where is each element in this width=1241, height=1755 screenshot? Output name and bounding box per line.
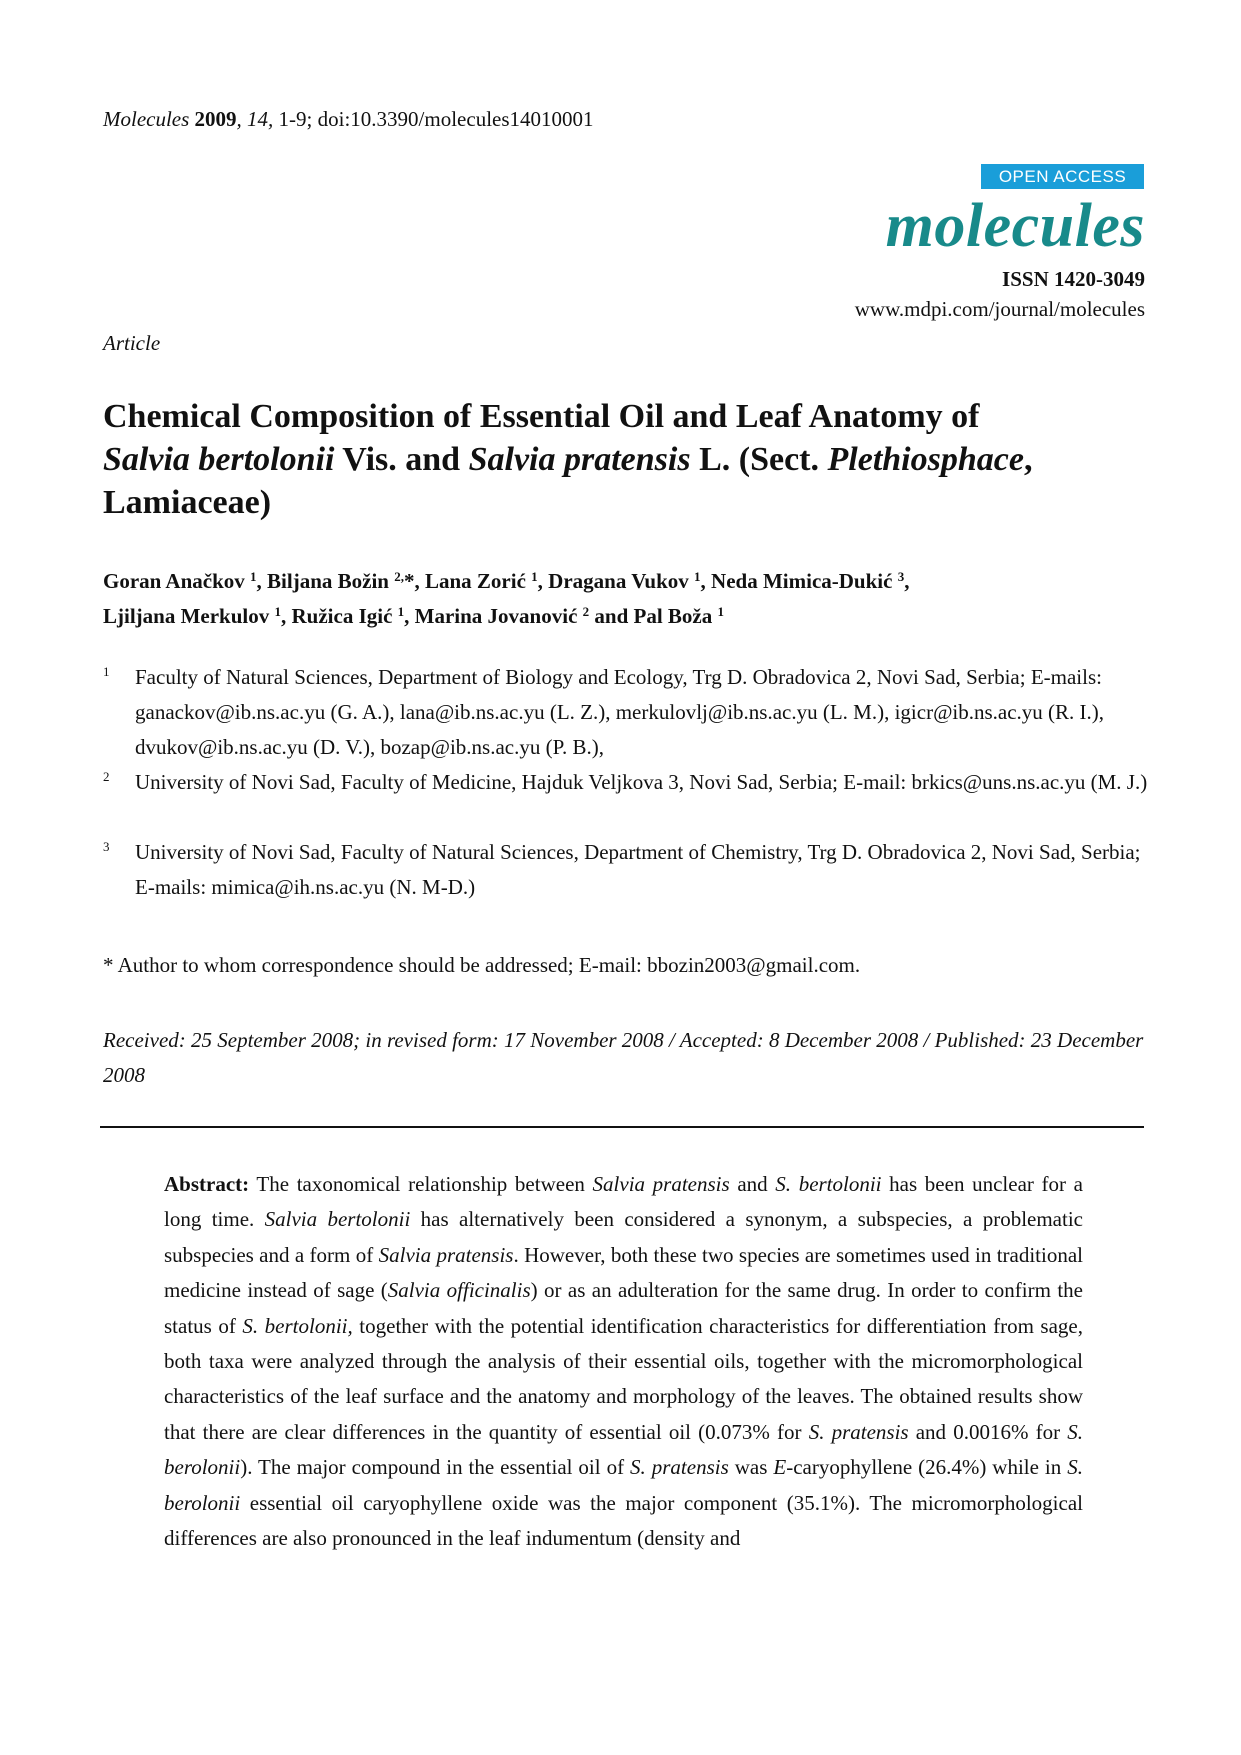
- abstract: Abstract: The taxonomical relationship between Salvia pratensis and S. bertolonii has been unclear for a long time. Salvia bertolonii has alternatively been considered a synonym, a subspecies, a problematic subspecies and a form of Salvia pratensis. However, both these two species are sometimes used in traditional medicine instead of sage (Salvia officinalis) or as an adulteration for the same drug. In order to confirm the status of S. bertolonii, together with the potential identification characteristics for differentiation from sage, both taxa were analyzed through the analysis of their essential oils, together with the micromorphological characteristics of the leaf surface and the anatomy and morphology of the leaves. The obtained results show that there are clear differences in the quantity of essential oil (0.073% for S. pratensis and 0.0016% for S. berolonii). The major compound in the essential oil of S. pratensis was E-caryophyllene (26.4%) while in S. berolonii essential oil caryophyllene oxide was the major component (35.1%). The micromorphological differences are also pronounced in the leaf indumentum (density and: [164, 1172, 1084, 1551]
- paper-title: Chemical Composition of Essential Oil and Leaf Anatomy of Salvia bertolonii Vis. and Salvia pratensis L. (Sect. Plethiosphace, Lamiaceae): [103, 398, 1033, 521]
- open-access-badge: OPEN ACCESS: [981, 164, 1144, 189]
- issn: ISSN 1420-3049: [1002, 267, 1145, 291]
- affiliation-2: 2 University of Novi Sad, Faculty of Medicine, Hajduk Veljkova 3, Novi Sad, Serbia; E-mail: brkics@uns.ns.ac.yu (M. J.): [103, 769, 1148, 794]
- journal-logo: molecules: [885, 192, 1145, 260]
- section-divider: [100, 1126, 1144, 1128]
- article-type: Article: [103, 331, 161, 355]
- affiliation-1: 1 Faculty of Natural Sciences, Department of Biology and Ecology, Trg D. Obradovica 2, Novi Sad, Serbia; E-mails: ganackov@ib.ns.ac.yu (G. A.), lana@ib.ns.ac.yu (L. Z.), merkulovlj@ib.ns.ac.yu (L. M.), igicr@ib.ns.ac.yu (R. I.), dvukov@ib.ns.ac.yu (D. V.), bozap@ib.ns.ac.yu (P. B.),: [103, 664, 1105, 759]
- journal-url[interactable]: www.mdpi.com/journal/molecules: [854, 297, 1145, 321]
- correspondence-note: * Author to whom correspondence should be addressed; E-mail: bbozin2003@gmail.com.: [103, 953, 861, 977]
- author-list: Goran Anačkov $^1$, Biljana Božin $^{2,}$*, Lana Zorić $^1$, Dragana Vukov $^1$, Neda Mimica-Dukić $^3$, Ljiljana Merkulov $^1$, Ružica Igić $^1$, Marina Jovanović $^2$ and Pal Boža $^1$: [103, 569, 910, 628]
- abstract-label: Abstract:: [164, 1172, 250, 1196]
- citation-line: Molecules 2009, 14, 1-9; doi:10.3390/molecules14010001: [103, 107, 594, 131]
- affiliation-3: 3 University of Novi Sad, Faculty of Natural Sciences, Department of Chemistry, Trg D. Obradovica 2, Novi Sad, Serbia; E-mails: mimica@ih.ns.ac.yu (N. M-D.): [103, 839, 1141, 899]
- publication-dates: Received: 25 September 2008; in revised form: 17 November 2008 / Accepted: 8 December 2008 / Published: 23 December 2008: [103, 1028, 1144, 1087]
